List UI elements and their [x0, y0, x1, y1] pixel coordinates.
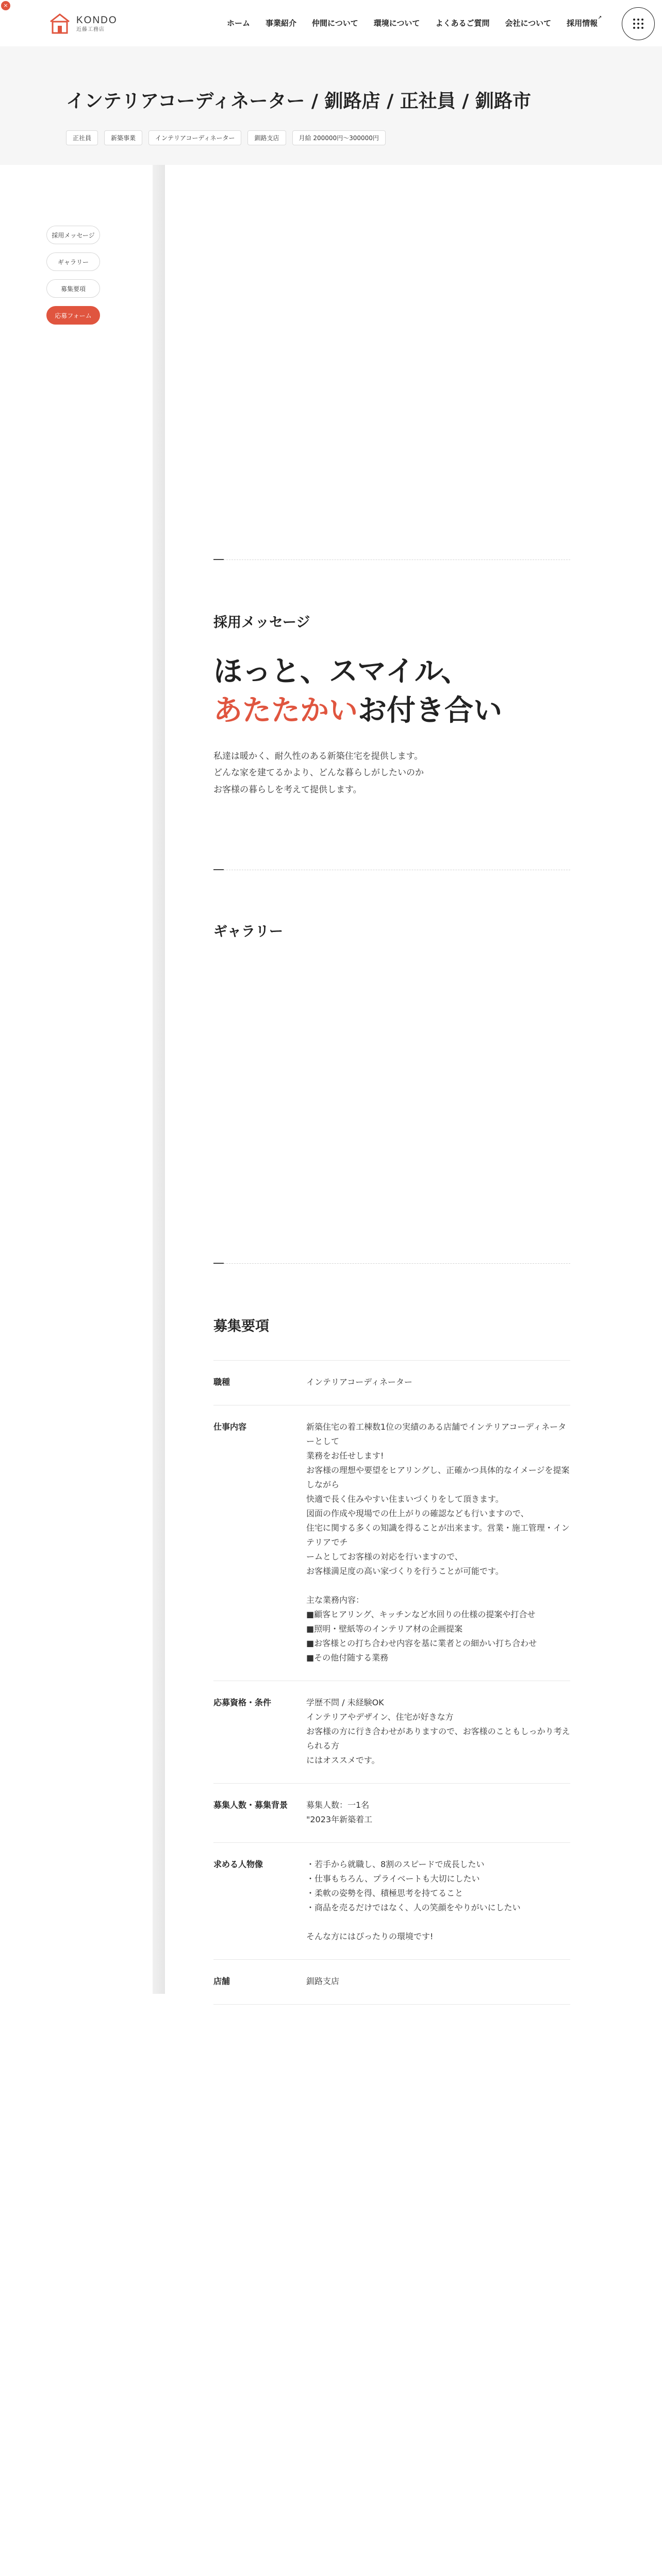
table-row: [213, 1361, 570, 1405]
row-value: [306, 1681, 570, 1784]
house-logo-icon: [47, 11, 72, 36]
page-title: インテリアコーディネーター / 釧路店 / 正社員 / 釧路市: [66, 91, 531, 112]
table-row: [213, 1784, 570, 1843]
value-line: 図面の作成や現場での仕上がりの確認なども行いますので、: [306, 1509, 529, 1518]
nav-recruit-label: 採用情報: [567, 19, 598, 28]
catch-accent: あたたかい: [213, 693, 358, 727]
value-line: にはオススメです。: [306, 1755, 380, 1765]
message-line: 私達は暖かく、耐久性のある新築住宅を提供します。: [213, 751, 423, 761]
value-line: お客様の方に行き合わせがありますので、お客様のこともしっかり考えられる方: [306, 1726, 570, 1751]
nav-company[interactable]: 会社について: [505, 19, 552, 28]
external-link-icon: ↗: [598, 15, 602, 21]
tag-employment: 正社員: [66, 130, 98, 145]
nav-business[interactable]: 事業紹介: [266, 19, 297, 28]
row-label: 店舗: [213, 1960, 306, 2005]
tag-job: インテリアコーディネーター: [148, 130, 241, 145]
tag-list: [66, 130, 392, 145]
value-line: インテリアコーディネーター: [306, 1377, 412, 1387]
row-label: 職種: [213, 1361, 306, 1405]
nav-members[interactable]: 仲間について: [312, 19, 358, 28]
value-line: 学歴不問 / 未経験OK: [306, 1698, 384, 1707]
catch-rest: お付き合い: [358, 693, 502, 727]
section-divider: [213, 1263, 570, 1264]
value-line: [306, 1915, 570, 1929]
section-divider-mark: [213, 559, 224, 560]
site-logo[interactable]: [47, 11, 118, 36]
column-divider: [153, 165, 165, 1994]
row-label: 応募資格・条件: [213, 1681, 306, 1784]
side-link-message[interactable]: 採用メッセージ: [46, 226, 100, 244]
side-link-requirements[interactable]: 募集要項: [46, 279, 100, 298]
close-icon[interactable]: ×: [1, 1, 10, 10]
message-heading: 採用メッセージ: [213, 615, 310, 631]
nav-environment[interactable]: 環境について: [373, 19, 420, 28]
requirements-table: [213, 1360, 570, 2005]
value-line: お客様満足度の高い家づくりを行うことが可能です。: [306, 1566, 504, 1576]
value-line: そんな方にはぴったりの環境です!: [306, 1931, 434, 1941]
section-nav: [46, 226, 100, 333]
value-line: 募集人数：一1名: [306, 1800, 370, 1810]
table-row: [213, 1843, 570, 1960]
message-line: お客様の暮らしを考えて提供します。: [213, 784, 362, 795]
value-line: お客様の理想や要望をヒアリングし、正確かつ具体的なイメージを提案しながら: [306, 1465, 570, 1489]
grid-menu-icon: [633, 19, 643, 29]
nav-faq[interactable]: よくあるご質問: [435, 19, 490, 28]
table-row: [213, 1681, 570, 1784]
value-line: ームとしてお客様の対応を行いますので、: [306, 1552, 463, 1562]
value-line: ■その他付随する業務: [306, 1653, 389, 1663]
catch-line1: ほっと、スマイル、: [213, 655, 470, 688]
value-line: ■お客様との打ち合わせ内容を基に業者との細かい打ち合わせ: [306, 1638, 537, 1648]
tag-branch: 釧路支店: [247, 130, 286, 145]
table-row: [213, 1405, 570, 1681]
message-catchcopy: [213, 652, 502, 730]
row-label: 募集人数・募集背景: [213, 1784, 306, 1843]
value-line: ■顧客ヒアリング、キッチンなど水回りの仕様の提案や打合せ: [306, 1609, 536, 1619]
section-divider-mark: [213, 1263, 224, 1264]
row-value: [306, 1960, 570, 2005]
row-value: [306, 1361, 570, 1405]
value-line: ■照明・壁紙等のインテリア材の企画提案: [306, 1624, 463, 1634]
logo-name: KONDO: [76, 14, 118, 26]
gallery-heading: ギャラリー: [213, 924, 283, 940]
apply-form-button[interactable]: 応募フォーム: [46, 306, 100, 325]
message-line: どんな家を建てるかより、どんな暮らしがしたいのか: [213, 768, 424, 778]
row-label: 仕事内容: [213, 1405, 306, 1681]
value-line: 主な業務内容：: [306, 1595, 365, 1605]
value-line: ・仕事もちろん、プライベートも大切にしたい: [306, 1874, 480, 1884]
message-body: [213, 748, 570, 798]
row-value: [306, 1784, 570, 1843]
row-value: [306, 1843, 570, 1960]
logo-subtitle: 近藤工務店: [76, 26, 105, 32]
side-link-gallery[interactable]: ギャラリー: [46, 252, 100, 271]
nav-home[interactable]: ホーム: [227, 19, 251, 28]
value-line: 釧路支店: [306, 1976, 340, 1986]
row-value: [306, 1405, 570, 1681]
value-line: 業務をお任せします!: [306, 1451, 384, 1461]
value-line: ・商品を売るだけではなく、人の笑顔をやりがいにしたい: [306, 1903, 521, 1912]
value-line: ・柔軟の姿勢を得、積極思考を持てること: [306, 1888, 464, 1898]
value-line: ・若手から就職し、8割のスピードで成長したい: [306, 1859, 485, 1869]
value-line: "2023年新築着工: [306, 1815, 373, 1824]
row-label: 求める人物像: [213, 1843, 306, 1960]
value-line: インテリアやデザイン、住宅が好きな方: [306, 1712, 454, 1722]
value-line: 新築住宅の着工棟数1位の実績のある店舗でインテリアコーディネーターとして: [306, 1422, 567, 1446]
global-nav: [227, 15, 602, 28]
tag-salary: 月給 200000円〜300000円: [292, 130, 386, 145]
value-line: 快適で長く住みやすい住まいづくりをして頂きます。: [306, 1494, 504, 1504]
section-divider-mark: [213, 869, 224, 870]
menu-button[interactable]: [622, 7, 655, 40]
nav-recruit[interactable]: [567, 15, 602, 28]
table-row: [213, 1960, 570, 2005]
requirements-heading: 募集要項: [213, 1318, 269, 1334]
value-line: [306, 1579, 570, 1593]
value-line: 住宅に関する多くの知識を得ることが出来ます。営業・施工管理・インテリアでチ: [306, 1523, 570, 1547]
tag-business: 新築事業: [104, 130, 142, 145]
